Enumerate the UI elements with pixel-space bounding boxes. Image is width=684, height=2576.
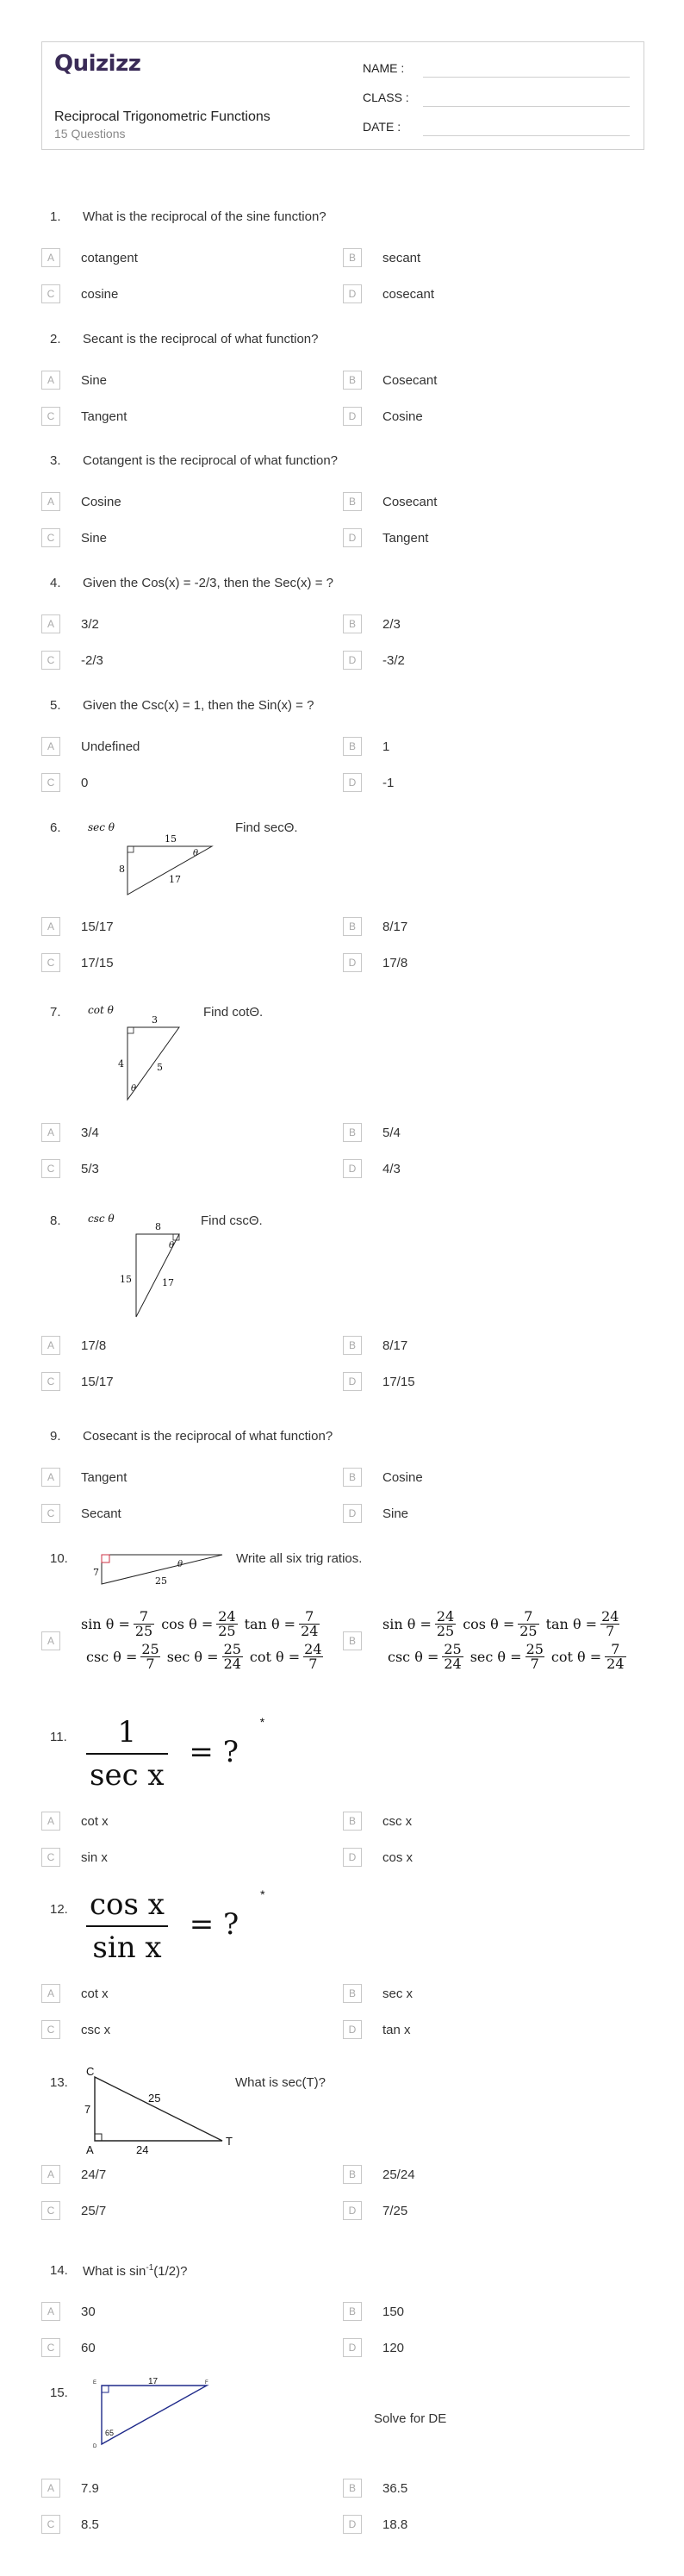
question-number: 9. bbox=[50, 1429, 61, 1444]
option-text: 120 bbox=[382, 2341, 405, 2355]
trig-ratio: cot θ = $\frac{7}{24}$ bbox=[550, 1640, 625, 1672]
option-letter-box: D bbox=[343, 2338, 362, 2357]
trig-ratio: tan θ = $\frac{24}{7}$ bbox=[545, 1607, 619, 1639]
option-letter-box: B bbox=[343, 917, 362, 936]
svg-text:25: 25 bbox=[148, 2092, 161, 2105]
question-number: 3. bbox=[50, 453, 61, 468]
option-letter-box: A bbox=[41, 371, 60, 390]
option-letter-box: C bbox=[41, 953, 60, 972]
option-letter-box: D bbox=[343, 2515, 362, 2534]
question-text: Find cscΘ. bbox=[201, 1213, 263, 1228]
option-letter-box: D bbox=[343, 953, 362, 972]
option-text: 8.5 bbox=[81, 2517, 99, 2532]
option-letter-box: C bbox=[41, 2338, 60, 2357]
svg-text:T: T bbox=[226, 2135, 233, 2148]
option-letter-box: B bbox=[343, 1984, 362, 2003]
svg-text:24: 24 bbox=[136, 2143, 149, 2156]
option-letter-box: B bbox=[343, 1468, 362, 1487]
question-number: 8. bbox=[50, 1213, 61, 1228]
figure-label: sec θ bbox=[88, 821, 115, 833]
triangle-figure-q15 bbox=[90, 2375, 219, 2453]
option-letter-box: C bbox=[41, 1159, 60, 1178]
option-letter-box: D bbox=[343, 651, 362, 670]
svg-text:7: 7 bbox=[93, 1567, 99, 1578]
svg-text:θ: θ bbox=[177, 1560, 183, 1569]
question-number: 4. bbox=[50, 576, 61, 590]
date-line bbox=[423, 135, 630, 136]
option-letter-box: A bbox=[41, 248, 60, 267]
svg-text:5: 5 bbox=[157, 1062, 163, 1073]
option-letter-box: C bbox=[41, 773, 60, 792]
option-letter-box: B bbox=[343, 2479, 362, 2498]
option-text: 3/2 bbox=[81, 617, 99, 632]
option-letter-box: A bbox=[41, 917, 60, 936]
worksheet-header bbox=[41, 41, 644, 150]
svg-text:25: 25 bbox=[155, 1575, 167, 1587]
trig-ratio: tan θ = $\frac{7}{24}$ bbox=[244, 1607, 319, 1639]
option-letter-box: A bbox=[41, 1984, 60, 2003]
svg-text:8: 8 bbox=[119, 864, 125, 875]
expression-cos-over-sin: $\frac{\text{cos x}}{\text{sin x}}$ = ? * bbox=[86, 1887, 265, 1965]
question-count: 15 Questions bbox=[54, 127, 126, 140]
quizizz-logo: Quizizz bbox=[54, 51, 141, 77]
question-text: Cosecant is the reciprocal of what function? bbox=[83, 1429, 333, 1444]
class-label: CLASS : bbox=[363, 90, 409, 104]
option-letter-box: D bbox=[343, 1372, 362, 1391]
option-text: 8/17 bbox=[382, 920, 408, 934]
class-line bbox=[423, 106, 630, 107]
option-letter-box: D bbox=[343, 1848, 362, 1867]
option-text: 36.5 bbox=[382, 2481, 408, 2496]
figure-label: csc θ bbox=[88, 1213, 115, 1225]
triangle-figure-q6 bbox=[83, 819, 221, 896]
option-letter-box: C bbox=[41, 2020, 60, 2039]
option-text: Undefined bbox=[81, 739, 140, 754]
trig-ratio: cos θ = $\frac{7}{25}$ bbox=[463, 1607, 538, 1639]
trig-ratio: cos θ = $\frac{24}{25}$ bbox=[161, 1607, 236, 1639]
triangle-figure-q8 bbox=[83, 1210, 195, 1322]
option-letter-box: B bbox=[343, 1812, 362, 1831]
option-text: Tangent bbox=[81, 1470, 127, 1485]
question-text: Given the Cos(x) = -2/3, then the Sec(x) = ? bbox=[83, 576, 333, 590]
option-letter-box: B bbox=[343, 248, 362, 267]
option-text: 60 bbox=[81, 2341, 96, 2355]
option-letter-box: B bbox=[343, 1631, 362, 1650]
option-text: Cosine bbox=[382, 1470, 423, 1485]
option-letter-box: D bbox=[343, 284, 362, 303]
option-text: 7/25 bbox=[382, 2204, 408, 2218]
option-text: Sine bbox=[382, 1506, 409, 1521]
question-text: Cotangent is the reciprocal of what function? bbox=[83, 453, 339, 468]
svg-text:8: 8 bbox=[155, 1221, 161, 1232]
question-text: What is sec(T)? bbox=[235, 2075, 326, 2090]
option-text: -2/3 bbox=[81, 653, 103, 668]
option-letter-box: A bbox=[41, 492, 60, 511]
option-text: 1 bbox=[382, 739, 390, 754]
option-text: Cosine bbox=[81, 495, 121, 509]
figure-label: cot θ bbox=[88, 1004, 114, 1016]
question-number: 1. bbox=[50, 209, 61, 224]
option-letter-box: A bbox=[41, 737, 60, 756]
svg-text:17: 17 bbox=[169, 874, 181, 885]
worksheet-title: Reciprocal Trigonometric Functions bbox=[54, 109, 270, 124]
svg-text:F: F bbox=[205, 2380, 208, 2386]
option-letter-box: D bbox=[343, 407, 362, 426]
trig-ratio: sec θ = $\frac{25}{24}$ bbox=[166, 1640, 241, 1672]
option-text: 7.9 bbox=[81, 2481, 99, 2496]
svg-text:A: A bbox=[86, 2143, 94, 2156]
option-text: cosine bbox=[81, 287, 119, 302]
name-line bbox=[423, 77, 630, 78]
option-text: 5/3 bbox=[81, 1162, 99, 1176]
question-number: 11. bbox=[50, 1730, 67, 1744]
question-number: 7. bbox=[50, 1005, 61, 1020]
triangle-figure-q10 bbox=[83, 1548, 229, 1600]
option-text: 2/3 bbox=[382, 617, 401, 632]
option-letter-box: B bbox=[343, 1123, 362, 1142]
option-text: 15/17 bbox=[81, 1375, 114, 1389]
option-letter-box: A bbox=[41, 2302, 60, 2321]
option-letter-box: B bbox=[343, 2302, 362, 2321]
option-text: cosecant bbox=[382, 287, 435, 302]
option-letter-box: B bbox=[343, 2165, 362, 2184]
option-letter-box: C bbox=[41, 284, 60, 303]
option-letter-box: D bbox=[343, 1159, 362, 1178]
option-letter-box: D bbox=[343, 773, 362, 792]
option-letter-box: A bbox=[41, 1468, 60, 1487]
option-letter-box: A bbox=[41, 1123, 60, 1142]
option-letter-box: D bbox=[343, 528, 362, 547]
expression-sec-reciprocal: $\frac{1}{\text{sec x}}$ = ? * bbox=[86, 1715, 264, 1793]
question-number: 10. bbox=[50, 1551, 68, 1566]
trig-ratio: sin θ = $\frac{24}{25}$ bbox=[382, 1607, 455, 1639]
option-text: tan x bbox=[382, 2023, 411, 2037]
svg-text:7: 7 bbox=[84, 2103, 91, 2116]
option-letter-box: C bbox=[41, 651, 60, 670]
option-text: -1 bbox=[382, 776, 395, 790]
question-text: Write all six trig ratios. bbox=[236, 1551, 363, 1566]
svg-text:E: E bbox=[93, 2380, 97, 2386]
option-letter-box: A bbox=[41, 1336, 60, 1355]
svg-text:15: 15 bbox=[120, 1274, 132, 1285]
option-text: Secant bbox=[81, 1506, 121, 1521]
svg-text:65: 65 bbox=[105, 2429, 115, 2437]
option-text: secant bbox=[382, 251, 421, 265]
trig-ratio: sin θ = $\frac{7}{25}$ bbox=[81, 1607, 153, 1639]
option-text: cot x bbox=[81, 1814, 109, 1829]
name-label: NAME : bbox=[363, 61, 405, 75]
option-letter-box: B bbox=[343, 614, 362, 633]
question-number: 6. bbox=[50, 820, 61, 835]
question-text: What is $\sin^{-1}(1/2)$? bbox=[83, 2263, 188, 2279]
option-text: 0 bbox=[81, 776, 89, 790]
option-letter-box: B bbox=[343, 371, 362, 390]
option-text: 17/8 bbox=[382, 956, 408, 970]
option-letter-box: C bbox=[41, 528, 60, 547]
option-text: 150 bbox=[382, 2305, 405, 2319]
option-letter-box: C bbox=[41, 407, 60, 426]
option-text: Tangent bbox=[382, 531, 429, 546]
option-letter-box: C bbox=[41, 1504, 60, 1523]
option-text: 25/24 bbox=[382, 2167, 415, 2182]
option-text: 17/15 bbox=[382, 1375, 415, 1389]
option-text: cos x bbox=[382, 1850, 414, 1865]
option-text: 5/4 bbox=[382, 1126, 401, 1140]
date-label: DATE : bbox=[363, 120, 401, 134]
question-number: 12. bbox=[50, 1902, 68, 1917]
question-number: 14. bbox=[50, 2263, 68, 2278]
option-text: Cosecant bbox=[382, 373, 438, 388]
option-text: 17/8 bbox=[81, 1338, 107, 1353]
question-text: What is the reciprocal of the sine function? bbox=[83, 209, 326, 224]
option-letter-box: A bbox=[41, 614, 60, 633]
option-letter-box: A bbox=[41, 2479, 60, 2498]
option-text: 24/7 bbox=[81, 2167, 107, 2182]
question-number: 5. bbox=[50, 698, 61, 713]
option-text: -3/2 bbox=[382, 653, 405, 668]
svg-text:θ: θ bbox=[193, 849, 199, 858]
option-letter-box: D bbox=[343, 1504, 362, 1523]
option-text: csc x bbox=[81, 2023, 111, 2037]
option-text: 17/15 bbox=[81, 956, 114, 970]
option-letter-box: A bbox=[41, 2165, 60, 2184]
option-letter-box: D bbox=[343, 2201, 362, 2220]
option-text: sec x bbox=[382, 1987, 414, 2001]
option-letter-box: D bbox=[343, 2020, 362, 2039]
option-letter-box: B bbox=[343, 492, 362, 511]
option-text: 8/17 bbox=[382, 1338, 408, 1353]
question-number: 13. bbox=[50, 2075, 68, 2090]
trig-ratio: csc θ = $\frac{25}{7}$ bbox=[86, 1640, 159, 1672]
option-text: Tangent bbox=[81, 409, 127, 424]
option-letter-box: C bbox=[41, 2515, 60, 2534]
six-trig-ratios bbox=[81, 1607, 330, 1673]
option-letter-box: A bbox=[41, 1812, 60, 1831]
option-letter-box: A bbox=[41, 1631, 60, 1650]
trig-ratio: sec θ = $\frac{25}{7}$ bbox=[469, 1640, 544, 1672]
svg-text:3: 3 bbox=[152, 1014, 158, 1026]
svg-text:15: 15 bbox=[165, 833, 177, 845]
svg-text:C: C bbox=[86, 2065, 95, 2078]
trig-ratio: cot θ = $\frac{24}{7}$ bbox=[249, 1640, 322, 1672]
option-text: csc x bbox=[382, 1814, 413, 1829]
option-letter-box: C bbox=[41, 2201, 60, 2220]
svg-text:4: 4 bbox=[118, 1058, 124, 1070]
six-trig-ratios bbox=[382, 1607, 633, 1673]
trig-ratio: csc θ = $\frac{25}{24}$ bbox=[388, 1640, 462, 1672]
svg-text:θ: θ bbox=[131, 1084, 137, 1094]
option-letter-box: B bbox=[343, 737, 362, 756]
option-letter-box: B bbox=[343, 1336, 362, 1355]
question-text: Find cotΘ. bbox=[203, 1005, 264, 1020]
svg-text:17: 17 bbox=[148, 2377, 159, 2386]
option-text: cotangent bbox=[81, 251, 138, 265]
option-text: 15/17 bbox=[81, 920, 114, 934]
option-text: sin x bbox=[81, 1850, 108, 1865]
triangle-figure-q7 bbox=[83, 1001, 195, 1105]
option-letter-box: C bbox=[41, 1372, 60, 1391]
svg-text:θ: θ bbox=[169, 1241, 175, 1251]
option-text: 4/3 bbox=[382, 1162, 401, 1176]
option-text: 25/7 bbox=[81, 2204, 107, 2218]
option-text: 30 bbox=[81, 2305, 96, 2319]
svg-text:17: 17 bbox=[162, 1277, 174, 1288]
question-text: Given the Csc(x) = 1, then the Sin(x) = ? bbox=[83, 698, 314, 713]
triangle-figure-q13 bbox=[83, 2065, 238, 2160]
option-text: cot x bbox=[81, 1987, 109, 2001]
option-letter-box: C bbox=[41, 1848, 60, 1867]
question-number: 15. bbox=[50, 2386, 68, 2400]
svg-text:D: D bbox=[93, 2444, 97, 2449]
question-text: Secant is the reciprocal of what function? bbox=[83, 332, 319, 346]
option-text: Sine bbox=[81, 531, 108, 546]
option-text: 3/4 bbox=[81, 1126, 99, 1140]
question-text: Solve for DE bbox=[374, 2411, 447, 2426]
option-text: 18.8 bbox=[382, 2517, 408, 2532]
question-number: 2. bbox=[50, 332, 61, 346]
option-text: Sine bbox=[81, 373, 108, 388]
question-text: Find secΘ. bbox=[235, 820, 298, 835]
option-text: Cosecant bbox=[382, 495, 438, 509]
option-text: Cosine bbox=[382, 409, 423, 424]
